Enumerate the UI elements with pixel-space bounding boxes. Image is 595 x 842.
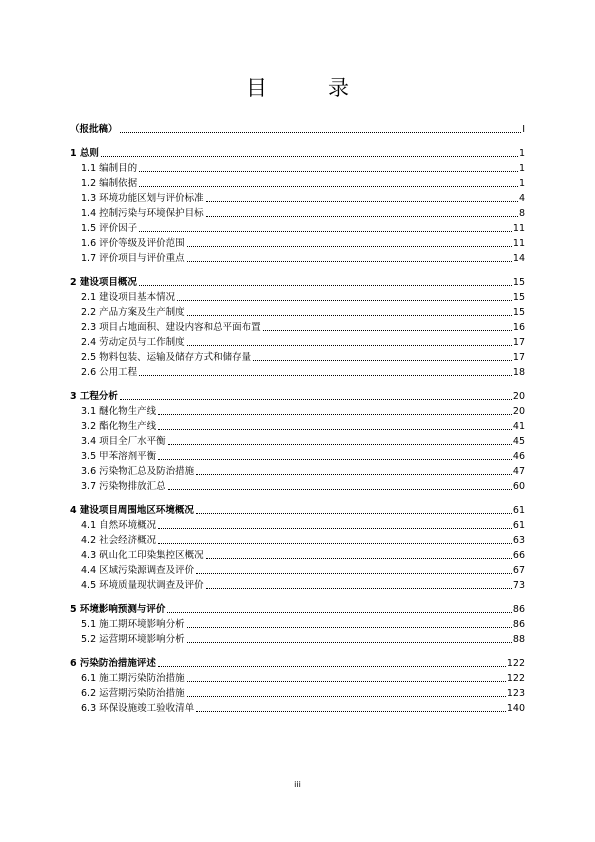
toc-entry-page-number: 88 bbox=[512, 634, 525, 645]
toc-section-entry[interactable] bbox=[70, 290, 525, 304]
toc-dot-leader bbox=[139, 170, 518, 172]
toc-entry-page-number: 15 bbox=[512, 277, 525, 288]
table-of-contents bbox=[70, 122, 525, 715]
toc-chapter-entry[interactable] bbox=[70, 602, 525, 616]
toc-dot-leader bbox=[158, 527, 512, 529]
toc-chapter-entry[interactable] bbox=[70, 389, 525, 403]
toc-entry-page-number: 86 bbox=[512, 619, 525, 630]
toc-entry-page-number: 14 bbox=[512, 253, 525, 264]
toc-dot-leader bbox=[187, 245, 512, 247]
toc-entry-label: 3.7 污染物排放汇总 bbox=[81, 481, 166, 492]
page-number: iii bbox=[294, 780, 301, 789]
toc-entry-page-number: 47 bbox=[512, 466, 525, 477]
toc-entry-page-number: 63 bbox=[512, 535, 525, 546]
toc-dot-leader bbox=[139, 230, 512, 232]
toc-entry-label: 1.3 环境功能区划与评价标准 bbox=[81, 193, 204, 204]
toc-entry-page-number: 20 bbox=[512, 391, 525, 402]
toc-dot-leader bbox=[187, 314, 512, 316]
toc-entry-page-number: 1 bbox=[518, 148, 525, 159]
toc-entry-label: 6 污染防治措施评述 bbox=[70, 658, 156, 669]
toc-section-entry[interactable] bbox=[70, 701, 525, 715]
toc-entry-label: 1.6 评价等级及评价范围 bbox=[81, 238, 185, 249]
toc-entry-label: 2 建设项目概况 bbox=[70, 277, 137, 288]
toc-section-entry[interactable] bbox=[70, 464, 525, 478]
toc-entry-page-number: 17 bbox=[512, 352, 525, 363]
toc-section-entry[interactable] bbox=[70, 419, 525, 433]
toc-dot-leader bbox=[168, 488, 512, 490]
toc-dot-leader bbox=[101, 155, 518, 157]
toc-section-entry[interactable] bbox=[70, 350, 525, 364]
toc-entry-label: 1.5 评价因子 bbox=[81, 223, 138, 234]
toc-entry-label: 4.1 自然环境概况 bbox=[81, 520, 157, 531]
toc-section-entry[interactable] bbox=[70, 251, 525, 265]
toc-section-entry[interactable] bbox=[70, 533, 525, 547]
toc-dot-leader bbox=[158, 665, 506, 667]
toc-dot-leader bbox=[120, 398, 512, 400]
toc-entry-page-number: 86 bbox=[512, 604, 525, 615]
toc-dot-leader bbox=[120, 131, 522, 133]
toc-dot-leader bbox=[158, 542, 512, 544]
toc-dot-leader bbox=[158, 413, 512, 415]
toc-entry-page-number: I bbox=[522, 124, 525, 135]
toc-entry-page-number: 11 bbox=[512, 238, 525, 249]
toc-entry-label: （报批稿） bbox=[70, 124, 118, 135]
toc-entry-page-number: 46 bbox=[512, 451, 525, 462]
toc-dot-leader bbox=[187, 260, 512, 262]
toc-dot-leader bbox=[187, 695, 506, 697]
toc-entry-page-number: 45 bbox=[512, 436, 525, 447]
toc-entry-page-number: 1 bbox=[518, 163, 525, 174]
toc-entry-label: 1.7 评价项目与评价重点 bbox=[81, 253, 185, 264]
toc-section-entry[interactable] bbox=[70, 563, 525, 577]
toc-entry-page-number: 66 bbox=[512, 550, 525, 561]
toc-dot-leader bbox=[263, 329, 512, 331]
toc-entry-page-number: 1 bbox=[518, 178, 525, 189]
toc-section-entry[interactable] bbox=[70, 632, 525, 646]
toc-entry-label: 3.1 醚化物生产线 bbox=[81, 406, 157, 417]
toc-entry-label: 3.6 污染物汇总及防治措施 bbox=[81, 466, 195, 477]
toc-entry-label: 5.2 运营期环境影响分析 bbox=[81, 634, 185, 645]
toc-entry-page-number: 16 bbox=[512, 322, 525, 333]
toc-entry-page-number: 60 bbox=[512, 481, 525, 492]
toc-entry-page-number: 15 bbox=[512, 307, 525, 318]
toc-section-entry[interactable] bbox=[70, 206, 525, 220]
toc-chapter-entry[interactable] bbox=[70, 275, 525, 289]
toc-dot-leader bbox=[139, 185, 518, 187]
toc-dot-leader bbox=[177, 299, 512, 301]
toc-entry-page-number: 15 bbox=[512, 292, 525, 303]
toc-entry-label: 2.5 物料包装、运输及储存方式和储存量 bbox=[81, 352, 252, 363]
toc-section-entry[interactable] bbox=[70, 221, 525, 235]
toc-section-entry[interactable] bbox=[70, 404, 525, 418]
toc-entry-label: 1.1 编制目的 bbox=[81, 163, 138, 174]
toc-entry-page-number: 11 bbox=[512, 223, 525, 234]
toc-entry-page-number: 61 bbox=[512, 520, 525, 531]
toc-section-entry[interactable] bbox=[70, 335, 525, 349]
toc-dot-leader bbox=[167, 611, 511, 613]
toc-dot-leader bbox=[196, 512, 512, 514]
toc-entry-label: 4 建设项目周围地区环境概况 bbox=[70, 505, 194, 516]
toc-entry-label: 2.3 项目占地面积、建设内容和总平面布置 bbox=[81, 322, 261, 333]
toc-dot-leader bbox=[206, 557, 512, 559]
toc-entry-page-number: 122 bbox=[506, 658, 525, 669]
toc-section-entry[interactable] bbox=[70, 161, 525, 175]
toc-entry-page-number: 20 bbox=[512, 406, 525, 417]
toc-section-entry[interactable] bbox=[70, 176, 525, 190]
toc-dot-leader bbox=[196, 473, 512, 475]
toc-entry-label: 3.4 项目全厂水平衡 bbox=[81, 436, 166, 447]
toc-entry-label: 2.4 劳动定员与工作制度 bbox=[81, 337, 185, 348]
toc-entry-label: 4.3 矾山化工印染集控区概况 bbox=[81, 550, 204, 561]
toc-dot-leader bbox=[187, 680, 506, 682]
toc-chapter-entry[interactable] bbox=[70, 122, 525, 136]
toc-dot-leader bbox=[139, 374, 512, 376]
toc-entry-label: 5 环境影响预测与评价 bbox=[70, 604, 166, 615]
toc-entry-label: 2.6 公用工程 bbox=[81, 367, 138, 378]
toc-entry-page-number: 4 bbox=[518, 193, 525, 204]
toc-entry-label: 3.2 酯化物生产线 bbox=[81, 421, 157, 432]
toc-entry-page-number: 140 bbox=[506, 703, 525, 714]
toc-dot-leader bbox=[187, 344, 512, 346]
toc-section-entry[interactable] bbox=[70, 320, 525, 334]
toc-section-entry[interactable] bbox=[70, 449, 525, 463]
toc-chapter-entry[interactable] bbox=[70, 146, 525, 160]
toc-dot-leader bbox=[187, 641, 512, 643]
toc-section-entry[interactable] bbox=[70, 578, 525, 592]
toc-entry-label: 3.5 甲苯溶剂平衡 bbox=[81, 451, 157, 462]
toc-entry-label: 1.2 编制依据 bbox=[81, 178, 138, 189]
toc-entry-label: 6.3 环保设施竣工验收清单 bbox=[81, 703, 195, 714]
toc-entry-page-number: 122 bbox=[506, 673, 525, 684]
toc-entry-label: 2.1 建设项目基本情况 bbox=[81, 292, 176, 303]
toc-dot-leader bbox=[196, 710, 506, 712]
toc-chapter-entry[interactable] bbox=[70, 656, 525, 670]
toc-entry-page-number: 67 bbox=[512, 565, 525, 576]
toc-section-entry[interactable] bbox=[70, 479, 525, 493]
toc-section-entry[interactable] bbox=[70, 236, 525, 250]
toc-entry-label: 5.1 施工期环境影响分析 bbox=[81, 619, 185, 630]
toc-dot-leader bbox=[206, 215, 518, 217]
toc-entry-page-number: 41 bbox=[512, 421, 525, 432]
toc-entry-label: 6.2 运营期污染防治措施 bbox=[81, 688, 185, 699]
toc-section-entry[interactable] bbox=[70, 617, 525, 631]
toc-dot-leader bbox=[206, 200, 518, 202]
toc-dot-leader bbox=[253, 359, 512, 361]
toc-dot-leader bbox=[187, 626, 512, 628]
toc-section-entry[interactable] bbox=[70, 548, 525, 562]
toc-entry-label: 4.2 社会经济概况 bbox=[81, 535, 157, 546]
page-title: 目 录 bbox=[246, 76, 369, 100]
toc-dot-leader bbox=[158, 458, 512, 460]
toc-section-entry[interactable] bbox=[70, 365, 525, 379]
toc-entry-page-number: 73 bbox=[512, 580, 525, 591]
toc-entry-label: 4.5 环境质量现状调查及评价 bbox=[81, 580, 204, 591]
toc-entry-label: 1.4 控制污染与环境保护目标 bbox=[81, 208, 204, 219]
toc-entry-label: 2.2 产品方案及生产制度 bbox=[81, 307, 185, 318]
toc-entry-page-number: 18 bbox=[512, 367, 525, 378]
toc-section-entry[interactable] bbox=[70, 191, 525, 205]
toc-chapter-entry[interactable] bbox=[70, 503, 525, 517]
toc-dot-leader bbox=[206, 587, 512, 589]
toc-dot-leader bbox=[139, 284, 512, 286]
toc-entry-label: 4.4 区域污染源调查及评价 bbox=[81, 565, 195, 576]
toc-entry-label: 1 总则 bbox=[70, 148, 99, 159]
toc-entry-label: 3 工程分析 bbox=[70, 391, 118, 402]
toc-section-entry[interactable] bbox=[70, 671, 525, 685]
toc-entry-label: 6.1 施工期污染防治措施 bbox=[81, 673, 185, 684]
toc-dot-leader bbox=[196, 572, 512, 574]
toc-section-entry[interactable] bbox=[70, 434, 525, 448]
toc-section-entry[interactable] bbox=[70, 518, 525, 532]
toc-dot-leader bbox=[158, 428, 512, 430]
toc-entry-page-number: 61 bbox=[512, 505, 525, 516]
toc-entry-page-number: 17 bbox=[512, 337, 525, 348]
toc-entry-page-number: 123 bbox=[506, 688, 525, 699]
toc-section-entry[interactable] bbox=[70, 686, 525, 700]
toc-dot-leader bbox=[168, 443, 512, 445]
toc-section-entry[interactable] bbox=[70, 305, 525, 319]
toc-entry-page-number: 8 bbox=[518, 208, 525, 219]
